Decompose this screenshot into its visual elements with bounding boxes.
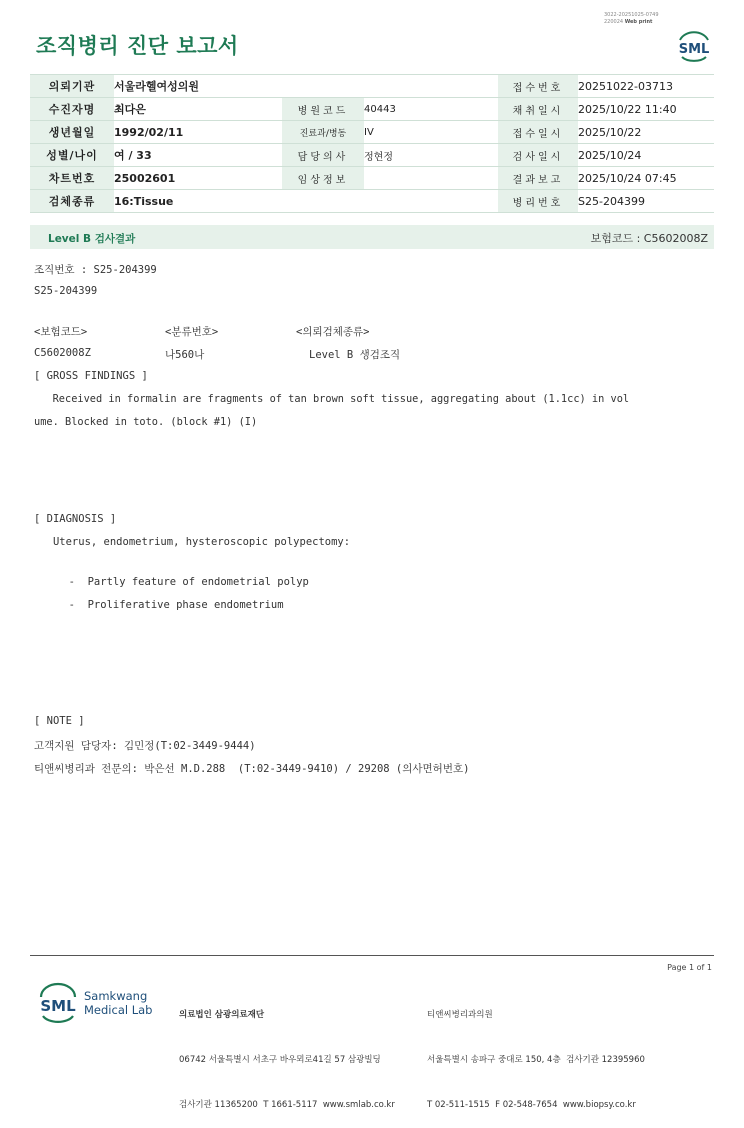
doc-id-line2: 220024 <box>604 19 624 25</box>
info-label: 접수일시 <box>498 121 578 144</box>
info-value <box>364 167 498 190</box>
info-label: 차트번호 <box>30 167 114 190</box>
info-value: 여 / 33 <box>114 144 282 167</box>
lab-name <box>84 989 152 1017</box>
specimen-type-value: Level B 생검조직 <box>309 349 401 361</box>
info-label: 접수번호 <box>498 75 578 98</box>
org1-address: 06742 서울특별시 서초구 바우뫼로41길 57 삼광빌딩 <box>179 1055 381 1065</box>
info-label <box>282 75 364 98</box>
org1-info <box>179 978 395 1128</box>
info-value: 서울라헬여성의원 <box>114 75 282 98</box>
sml-footer-logo-icon <box>36 980 80 1026</box>
gross-findings-line1: Received in formalin are fragments of tan brown soft tissue, aggregating about (1.1cc) in vol <box>34 393 630 405</box>
info-value: 2025/10/24 <box>578 144 714 167</box>
info-label: 임상정보 <box>282 167 364 190</box>
diagnosis-line: Uterus, endometrium, hysteroscopic polypectomy: <box>34 536 351 548</box>
info-label: 담당의사 <box>282 144 364 167</box>
info-label: 병원코드 <box>282 98 364 121</box>
col-header-insurance: <보험코드> <box>34 326 88 338</box>
info-label: 병리번호 <box>498 190 578 213</box>
info-value: 2025/10/22 11:40 <box>578 98 714 121</box>
sml-logo-text: SML <box>678 42 710 57</box>
info-label: 생년월일 <box>30 121 114 144</box>
info-value: 최다은 <box>114 98 282 121</box>
web-print-label: Web print <box>624 19 653 25</box>
info-label: 진료과/병동 <box>282 121 364 144</box>
diagnosis-header: [ DIAGNOSIS ] <box>34 513 117 525</box>
info-value <box>364 190 498 213</box>
info-value: 1992/02/11 <box>114 121 282 144</box>
tissue-number: S25-204399 <box>34 285 98 297</box>
note-pathologist: 티앤씨병리과 전문의: 박은선 M.D.288 (T:02-3449-9410) / 29208 (의사면허번호) <box>34 763 470 775</box>
info-label: 채취일시 <box>498 98 578 121</box>
doc-id-line1: 3022-20251025-0749 <box>604 12 659 18</box>
note-support-contact: 고객지원 담당자: 김민정(T:02-3449-9444) <box>34 740 256 752</box>
gross-findings-line2: ume. Blocked in toto. (block #1) (I) <box>34 416 258 428</box>
info-label <box>282 190 364 213</box>
info-row <box>30 121 714 144</box>
org1-name: 의료법인 삼광의료재단 <box>179 1010 265 1020</box>
info-value: 20251022-03713 <box>578 75 714 98</box>
info-value: 40443 <box>364 98 498 121</box>
info-row <box>30 98 714 121</box>
page-indicator: Page 1 of 1 <box>667 963 712 972</box>
info-row <box>30 144 714 167</box>
info-label: 수진자명 <box>30 98 114 121</box>
info-label: 결과보고 <box>498 167 578 190</box>
org1-contact: 검사기관 11365200 T 1661-5117 www.smlab.co.kr <box>179 1100 395 1110</box>
col-header-specimen: <의뢰검체종류> <box>296 326 370 338</box>
lab-name-line2: Medical Lab <box>84 1003 153 1017</box>
org2-contact: T 02-511-1515 F 02-548-7654 www.biopsy.co.kr <box>427 1100 636 1110</box>
info-value: 16:Tissue <box>114 190 282 213</box>
info-label: 검사일시 <box>498 144 578 167</box>
document-id <box>604 12 659 26</box>
patient-info-table <box>30 74 714 213</box>
info-label: 검체종류 <box>30 190 114 213</box>
info-row <box>30 167 714 190</box>
info-value: 2025/10/24 07:45 <box>578 167 714 190</box>
info-value: 25002601 <box>114 167 282 190</box>
class-number-value: 나560나 <box>165 349 205 361</box>
gross-findings-header: [ GROSS FINDINGS ] <box>34 370 148 382</box>
org2-address: 서울특별시 송파구 중대로 150, 4층 검사기관 12395960 <box>427 1055 645 1065</box>
info-row <box>30 190 714 213</box>
result-level-label: Level B 검사결과 <box>48 233 136 245</box>
sml-logo-icon <box>674 26 714 64</box>
col-header-class: <분류번호> <box>165 326 219 338</box>
tissue-number-line: 조직번호 : S25-204399 <box>34 264 157 276</box>
diagnosis-item: - Partly feature of endometrial polyp <box>56 576 309 588</box>
report-title: 조직병리 진단 보고서 <box>36 34 239 58</box>
info-value: 정현정 <box>364 144 498 167</box>
info-value <box>364 75 498 98</box>
sml-footer-logo-text: SML <box>40 997 76 1015</box>
info-label: 성별/나이 <box>30 144 114 167</box>
info-row <box>30 75 714 98</box>
footer-divider <box>30 955 714 956</box>
note-header: [ NOTE ] <box>34 715 85 727</box>
org2-name: 티앤씨병리과의원 <box>427 1010 493 1020</box>
insurance-code-value: C5602008Z <box>34 347 91 359</box>
info-value: S25-204399 <box>578 190 714 213</box>
lab-name-line1: Samkwang <box>84 989 148 1003</box>
insurance-code-label: 보험코드 : C5602008Z <box>590 232 708 245</box>
diagnosis-item: - Proliferative phase endometrium <box>56 599 284 611</box>
org2-info <box>427 978 645 1128</box>
info-label: 의뢰기관 <box>30 75 114 98</box>
info-value: 2025/10/22 <box>578 121 714 144</box>
info-value: IV <box>364 121 498 144</box>
